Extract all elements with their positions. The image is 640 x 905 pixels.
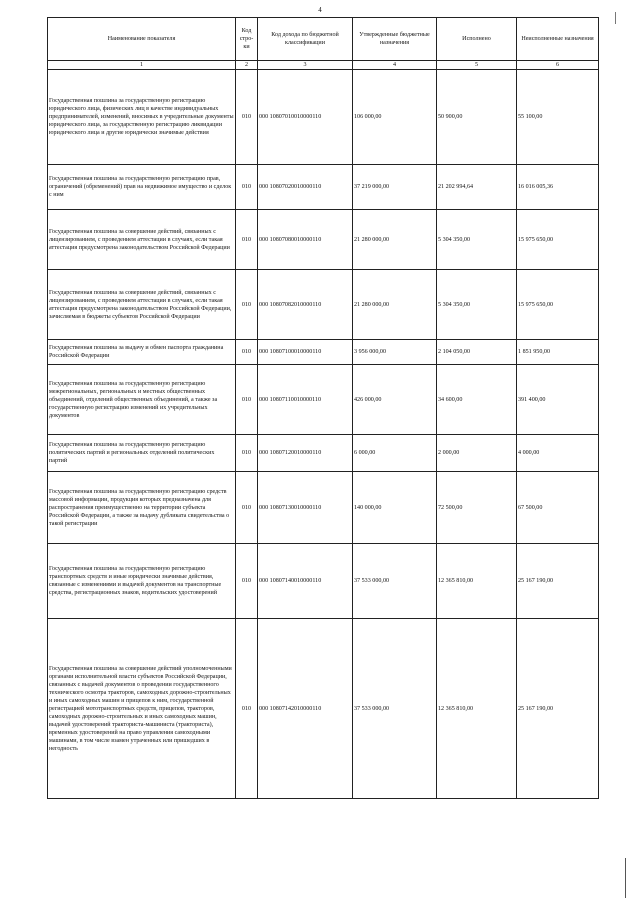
header-executed: Исполнено — [437, 18, 517, 61]
header-line-code: Код стро-ки — [236, 18, 258, 61]
unexecuted-amount: 15 975 650,00 — [517, 270, 599, 340]
approved-amount: 106 000,00 — [353, 70, 437, 165]
unexecuted-amount: 1 851 950,00 — [517, 340, 599, 365]
unexecuted-amount: 4 000,00 — [517, 435, 599, 472]
line-code: 010 — [236, 165, 258, 210]
table-row — [48, 340, 599, 365]
indicator-name: Государственная пошлина за выдачу и обмен паспорта гражданина Российской Федерации — [48, 340, 236, 365]
line-code: 010 — [236, 210, 258, 270]
indicator-name: Государственная пошлина за совершение действий, связанных с лицензированием, с проведением аттестации в случаях, если такая аттестация предусмотрена законодательством Российской Федерации — [48, 210, 236, 270]
approved-amount: 37 533 000,00 — [353, 619, 437, 799]
table-row — [48, 435, 599, 472]
header-indicator-name: Наименование показателя — [48, 18, 236, 61]
table-row — [48, 472, 599, 544]
unexecuted-amount: 25 167 190,00 — [517, 619, 599, 799]
approved-amount: 6 000,00 — [353, 435, 437, 472]
line-code: 010 — [236, 340, 258, 365]
column-number-row — [48, 61, 599, 70]
indicator-name: Государственная пошлина за совершение действий уполномоченными органами исполнительной власти субъектов Российской Федерации, связанных с выдачей документов о проведении государственного технического осмотра тракторов, самоходных дорожно-строительных и иных самоходных машин и прицепов к ним, государственной регистрацией мототранспортных средств, прицепов, тракторов, самоходных дорожно-строительных и иных самоходных машин, выдачей удостоверений тракториста-машиниста (тракториста), временных удостоверений на право управления самоходными машинами, в том числе взамен утраченных или пришедших в негодность — [48, 619, 236, 799]
column-number: 4 — [353, 61, 437, 70]
income-code: 000 10807080010000110 — [258, 210, 353, 270]
column-number: 2 — [236, 61, 258, 70]
indicator-name: Государственная пошлина за государственную регистрацию юридического лица, физических лиц в качестве индивидуальных предпринимателей, изменений, вносимых в учредительные документы юридического лица, за государственную регистрацию ликвидации юридического лица и другие юридически значимые действия — [48, 70, 236, 165]
scan-mark — [625, 858, 626, 898]
line-code: 010 — [236, 270, 258, 340]
income-code: 000 10807140010000110 — [258, 544, 353, 619]
income-code: 000 10807130010000110 — [258, 472, 353, 544]
table-row — [48, 365, 599, 435]
executed-amount: 34 600,00 — [437, 365, 517, 435]
header-approved: Утвержденные бюджетные назначения — [353, 18, 437, 61]
line-code: 010 — [236, 70, 258, 165]
unexecuted-amount: 25 167 190,00 — [517, 544, 599, 619]
budget-execution-table — [47, 17, 599, 799]
header-income-code: Код дохода по бюджетной классификации — [258, 18, 353, 61]
income-code: 000 10807020010000110 — [258, 165, 353, 210]
approved-amount: 37 219 000,00 — [353, 165, 437, 210]
scan-mark — [615, 12, 616, 24]
indicator-name: Государственная пошлина за государственную регистрацию политических партий и региональных отделений политических партий — [48, 435, 236, 472]
income-code: 000 10807010010000110 — [258, 70, 353, 165]
income-code: 000 10807082010000110 — [258, 270, 353, 340]
executed-amount: 5 304 350,00 — [437, 270, 517, 340]
executed-amount: 5 304 350,00 — [437, 210, 517, 270]
income-code: 000 10807110010000110 — [258, 365, 353, 435]
executed-amount: 21 202 994,64 — [437, 165, 517, 210]
table-row — [48, 70, 599, 165]
executed-amount: 2 104 050,00 — [437, 340, 517, 365]
line-code: 010 — [236, 365, 258, 435]
income-code: 000 10807142010000110 — [258, 619, 353, 799]
approved-amount: 21 280 000,00 — [353, 270, 437, 340]
executed-amount: 72 500,00 — [437, 472, 517, 544]
approved-amount: 140 000,00 — [353, 472, 437, 544]
approved-amount: 426 000,00 — [353, 365, 437, 435]
table-row — [48, 210, 599, 270]
executed-amount: 2 000,00 — [437, 435, 517, 472]
column-number: 5 — [437, 61, 517, 70]
indicator-name: Государственная пошлина за государственную регистрацию межрегиональных, региональных и местных общественных объединений, отделений общественных объединений, а также за государственную регистрацию изменений их учредительных документов — [48, 365, 236, 435]
table-row — [48, 544, 599, 619]
indicator-name: Государственная пошлина за совершение действий, связанных с лицензированием, с проведением аттестации в случаях, если такая аттестация предусмотрена законодательством Российской Федерации, зачисляемая в бюджеты субъектов Российской Федерации — [48, 270, 236, 340]
line-code: 010 — [236, 619, 258, 799]
header-unexecuted: Неисполненные назначения — [517, 18, 599, 61]
indicator-name: Государственная пошлина за государственную регистрацию средств массовой информации, продукция которых предназначена для распространения преимущественно на территории субъекта Российской Федерации, а также за выдачу дубликата свидетельства о такой регистрации — [48, 472, 236, 544]
column-number: 6 — [517, 61, 599, 70]
approved-amount: 21 280 000,00 — [353, 210, 437, 270]
unexecuted-amount: 15 975 650,00 — [517, 210, 599, 270]
executed-amount: 12 365 810,00 — [437, 544, 517, 619]
line-code: 010 — [236, 472, 258, 544]
line-code: 010 — [236, 544, 258, 619]
income-code: 000 10807100010000110 — [258, 340, 353, 365]
table-row — [48, 165, 599, 210]
unexecuted-amount: 16 016 005,36 — [517, 165, 599, 210]
table-row — [48, 619, 599, 799]
indicator-name: Государственная пошлина за государственную регистрацию прав, ограничений (обременений) прав на недвижимое имущество и сделок с ним — [48, 165, 236, 210]
income-code: 000 10807120010000110 — [258, 435, 353, 472]
approved-amount: 37 533 000,00 — [353, 544, 437, 619]
column-number: 3 — [258, 61, 353, 70]
executed-amount: 12 365 810,00 — [437, 619, 517, 799]
page-number: 4 — [318, 6, 322, 14]
line-code: 010 — [236, 435, 258, 472]
unexecuted-amount: 67 500,00 — [517, 472, 599, 544]
unexecuted-amount: 391 400,00 — [517, 365, 599, 435]
approved-amount: 3 956 000,00 — [353, 340, 437, 365]
column-number: 1 — [48, 61, 236, 70]
executed-amount: 50 900,00 — [437, 70, 517, 165]
table-row — [48, 270, 599, 340]
unexecuted-amount: 55 100,00 — [517, 70, 599, 165]
header-row — [48, 18, 599, 61]
indicator-name: Государственная пошлина за государственную регистрацию транспортных средств и иные юридически значимые действия, связанные с изменениями и выдачей документов на транспортные средства, регистрационных знаков, водительских удостоверений — [48, 544, 236, 619]
